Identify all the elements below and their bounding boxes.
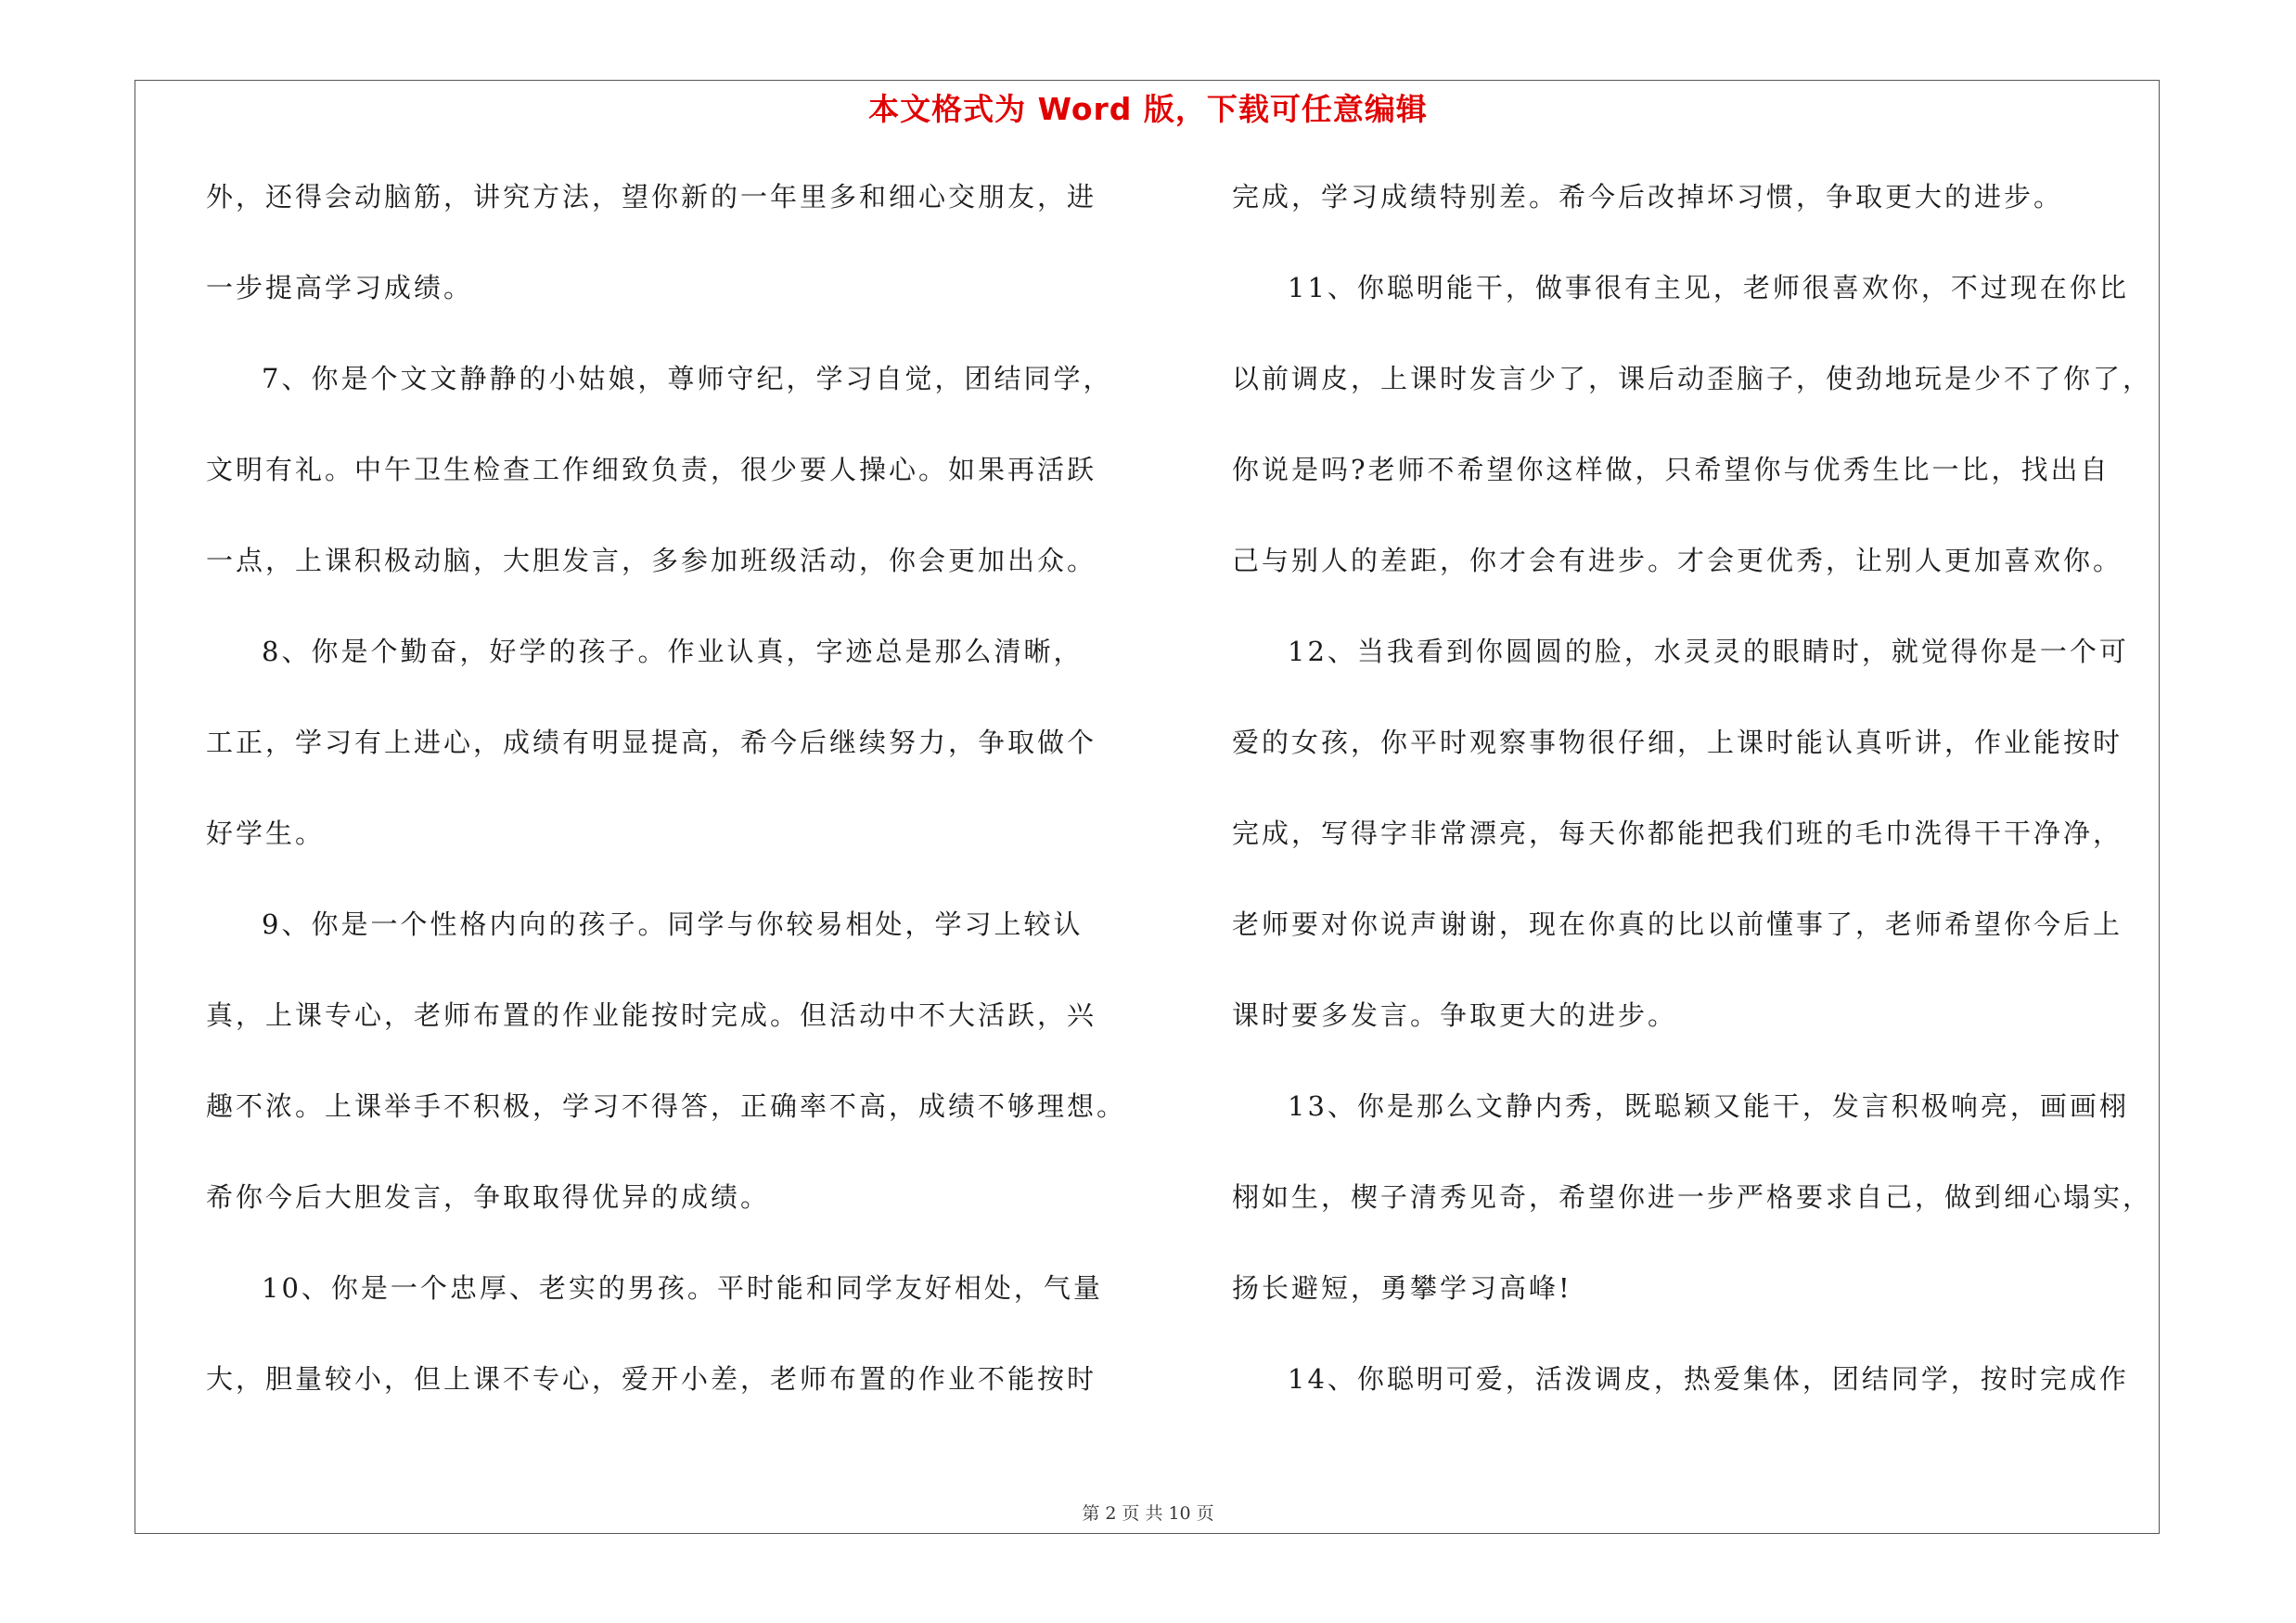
- text-line: 完成，学习成绩特别差。希今后改掉坏习惯，争取更大的进步。: [1232, 181, 2064, 213]
- text-line: 大，胆量较小，但上课不专心，爱开小差，老师布置的作业不能按时: [206, 1363, 1097, 1395]
- current-page-number: 2: [1105, 1503, 1117, 1524]
- footer-suffix: 页: [1196, 1503, 1214, 1524]
- right-text-column: [1232, 178, 2169, 1451]
- text-line: 9、你是一个性格内向的孩子。同学与你较易相处，学习上较认: [262, 908, 1084, 940]
- footer-prefix: 第: [1082, 1503, 1100, 1524]
- text-line: 文明有礼。中午卫生检查工作细致负责，很少要人操心。如果再活跃: [206, 454, 1097, 485]
- text-line: 扬长避短，勇攀学习高峰!: [1232, 1272, 1572, 1304]
- text-line: 趣不浓。上课举手不积极，学习不得答，正确率不高，成绩不够理想。: [206, 1090, 1127, 1122]
- text-line: 老师要对你说声谢谢，现在你真的比以前懂事了，老师希望你今后上: [1232, 908, 2123, 940]
- text-line: 外，还得会动脑筋，讲究方法，望你新的一年里多和细心交朋友，进: [206, 181, 1097, 213]
- text-line: 8、你是个勤奋，好学的孩子。作业认真，字迹总是那么清晰，: [262, 636, 1084, 667]
- text-line: 13、你是那么文静内秀，既聪颖又能干，发言积极响亮，画画栩: [1288, 1090, 2129, 1122]
- text-line: 14、你聪明可爱，活泼调皮，热爱集体，团结同学，按时完成作: [1288, 1363, 2129, 1395]
- text-line: 11、你聪明能干，做事很有主见，老师很喜欢你，不过现在你比: [1288, 272, 2129, 303]
- text-line: 爱的女孩，你平时观察事物很仔细，上课时能认真听讲，作业能按时: [1232, 727, 2123, 758]
- total-page-count: 10: [1168, 1503, 1191, 1524]
- text-line: 以前调皮，上课时发言少了，课后动歪脑子，使劲地玩是少不了你了，: [1232, 363, 2153, 394]
- text-line: 己与别人的差距，你才会有进步。才会更优秀，让别人更加喜欢你。: [1232, 545, 2123, 576]
- text-line: 7、你是个文文静静的小姑娘，尊师守纪，学习自觉，团结同学，: [262, 363, 1113, 394]
- text-line: 你说是吗?老师不希望你这样做，只希望你与优秀生比一比，找出自: [1232, 454, 2110, 485]
- text-line: 好学生。: [206, 818, 326, 849]
- footer-middle: 页 共: [1122, 1503, 1163, 1524]
- page-number-footer: [0, 1500, 2296, 1525]
- text-line: 一步提高学习成绩。: [206, 272, 474, 303]
- text-line: 工正，学习有上进心，成绩有明显提高，希今后继续努力，争取做个: [206, 727, 1097, 758]
- word-format-banner: 本文格式为 Word 版，下载可任意编辑: [868, 91, 1428, 127]
- text-line: 12、当我看到你圆圆的脸，水灵灵的眼睛时，就觉得你是一个可: [1288, 636, 2129, 667]
- text-line: 希你今后大胆发言，争取取得优异的成绩。: [206, 1181, 771, 1213]
- text-line: 一点，上课积极动脑，大胆发言，多参加班级活动，你会更加出众。: [206, 545, 1097, 576]
- text-line: 课时要多发言。争取更大的进步。: [1232, 999, 1678, 1031]
- text-line: 栩如生，楔子清秀见奇，希望你进一步严格要求自己，做到细心塌实，: [1232, 1181, 2153, 1213]
- left-text-column: [206, 178, 1154, 1451]
- text-line: 真，上课专心，老师布置的作业能按时完成。但活动中不大活跃，兴: [206, 999, 1097, 1031]
- text-line: 完成，写得字非常漂亮，每天你都能把我们班的毛巾洗得干干净净，: [1232, 818, 2123, 849]
- text-line: 10、你是一个忠厚、老实的男孩。平时能和同学友好相处，气量: [262, 1272, 1103, 1304]
